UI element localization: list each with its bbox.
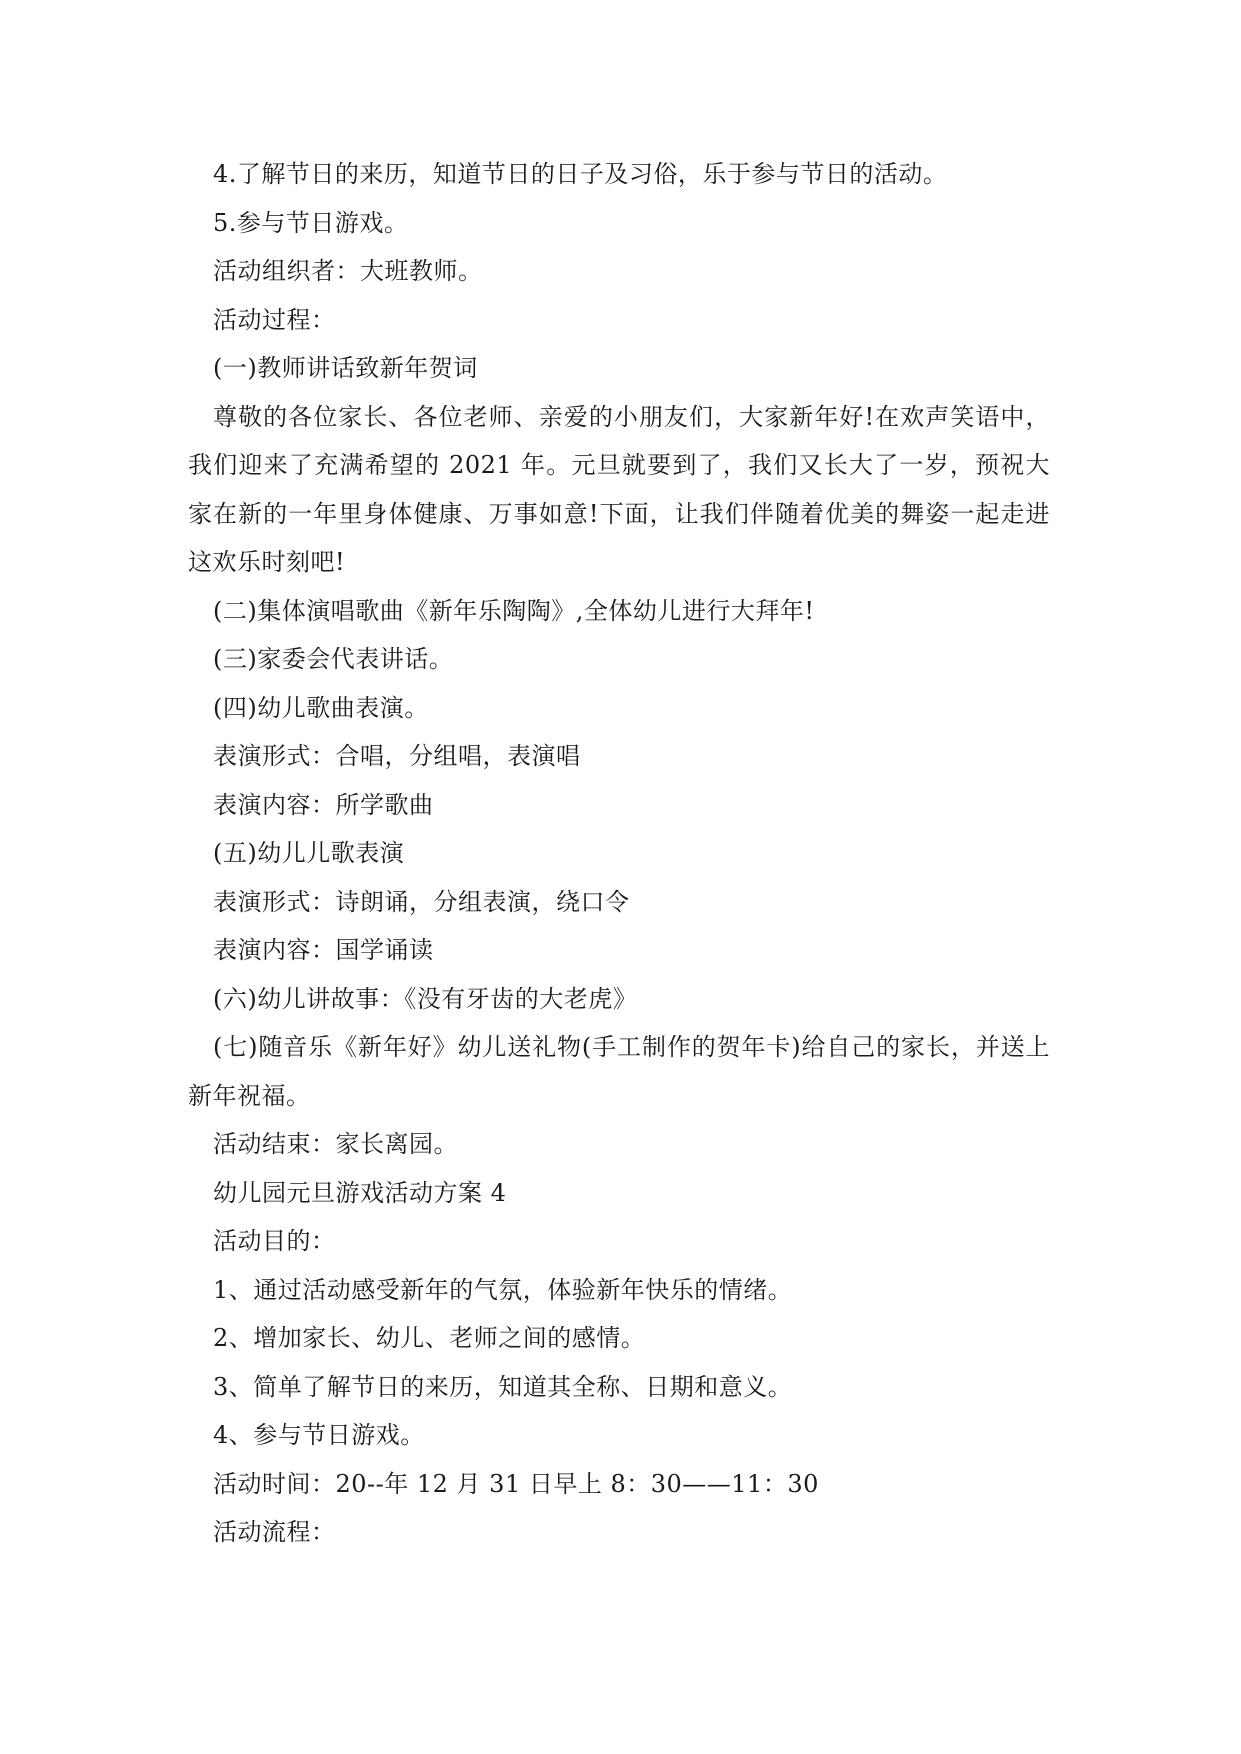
step-4-line: (四)幼儿歌曲表演。	[213, 693, 429, 722]
purpose-item-1: 1、通过活动感受新年的气氛，体验新年快乐的情绪。	[213, 1275, 793, 1304]
purpose-heading: 活动目的：	[213, 1227, 336, 1255]
step-6-line: (六)幼儿讲故事：《没有牙齿的大老虎》	[213, 984, 638, 1013]
section-title: 幼儿园元旦游戏活动方案 4	[213, 1178, 507, 1207]
step-1-heading: (一)教师讲话致新年贺词	[213, 354, 478, 382]
purpose-item-2: 2、增加家长、幼儿、老师之间的感情。	[213, 1324, 646, 1352]
activity-flow-heading: 活动流程：	[213, 1518, 336, 1546]
song-form-line: 表演形式：合唱，分组唱，表演唱	[213, 742, 581, 770]
activity-end-line: 活动结束：家长离园。	[213, 1130, 458, 1158]
step-5-line: (五)幼儿儿歌表演	[213, 839, 405, 867]
gift-paragraph: (七)随音乐《新年好》幼儿送礼物(手工制作的贺年卡)给自己的家长，并送上新年祝福。	[188, 1033, 1050, 1110]
purpose-item-3: 3、简单了解节日的来历，知道其全称、日期和意义。	[213, 1372, 793, 1401]
step-2-line: (二)集体演唱歌曲《新年乐陶陶》,全体幼儿进行大拜年!	[213, 596, 815, 625]
activity-time-line: 活动时间：20--年 12 月 31 日早上 8：30——11：30	[213, 1469, 819, 1498]
song-content-line: 表演内容：所学歌曲	[213, 790, 434, 819]
rhyme-form-line: 表演形式：诗朗诵，分组表演，绕口令	[213, 887, 630, 916]
rhyme-content-line: 表演内容：国学诵读	[213, 936, 434, 964]
step-3-line: (三)家委会代表讲话。	[213, 645, 454, 673]
greeting-paragraph: 尊敬的各位家长、各位老师、亲爱的小朋友们，大家新年好!在欢声笑语中，我们迎来了充满希望的 2021 年。元旦就要到了，我们又长大了一岁，预祝大家在新的一年里身体健康、万事如意!下面，让我们伴随着优美的舞姿一起走进这欢乐时刻吧!	[188, 402, 1050, 576]
purpose-item-4: 4、参与节日游戏。	[213, 1421, 425, 1449]
organizer-line: 活动组织者：大班教师。	[213, 257, 483, 285]
goal-4-line: 4.了解节日的来历，知道节日的日子及习俗，乐于参与节日的活动。	[213, 160, 948, 188]
document-body	[188, 150, 1050, 1557]
goal-5-line: 5.参与节日游戏。	[213, 208, 409, 237]
process-heading: 活动过程：	[213, 305, 336, 334]
